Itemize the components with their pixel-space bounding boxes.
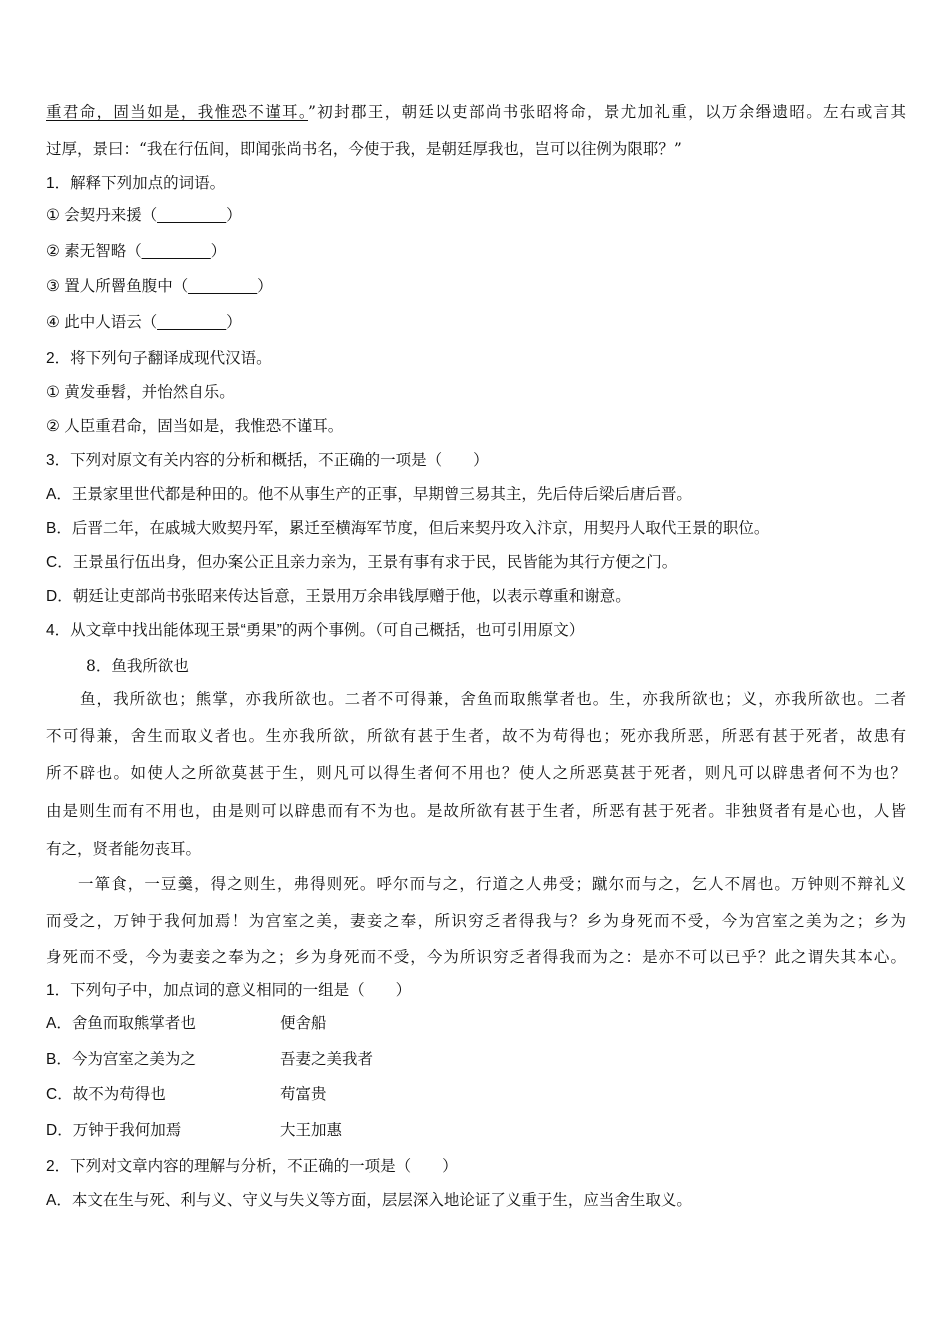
question-3-heading: 3．下列对原文有关内容的分析和概括，不正确的一项是（ ） [46,452,489,469]
passage-line-1-rest: ”初封郡王，朝廷以吏部尚书张昭将命，景尤加礼重，以万余缗遗昭。左右或言其 [308,103,906,121]
essay-para1-line-1: 鱼，我所欲也；熊掌，亦我所欲也。二者不可得兼，舍鱼而取熊掌者也。生，亦我所欲也；义，亦我所欲也。二者 [80,690,906,708]
underlined-quote: 重君命，固当如是，我惟恐不谨耳。 [46,103,308,121]
section8-q2-option-a: A．本文在生与死、利与义、守义与失义等方面，层层深入地论证了义重于生，应当舍生取义。 [46,1192,692,1209]
essay-para1-line-2: 不可得兼，舍生而取义者也。生亦我所欲，所欲有甚于生者，故不为苟得也；死亦我所恶，所恶有甚于死者，故患有 [46,727,906,745]
question-3-option-a: A．王景家里世代都是种田的。他不从事生产的正事，早期曾三易其主，先后侍后梁后唐后晋。 [46,486,692,503]
option-d-right: 大王加惠 [280,1122,343,1139]
question-3-option-b: B．后晋二年，在戚城大败契丹军，累迁至横海军节度，但后来契丹攻入汴京，用契丹人取代王景的职位。 [46,520,770,537]
section8-q1-option-b [46,1049,906,1071]
question-1-item-2: ② 素无智略（________） [46,243,227,260]
option-d-left: D．万钟于我何加焉 [46,1122,182,1139]
question-2-item-1: ① 黄发垂髫，并怡然自乐。 [46,384,235,401]
option-c-left: C．故不为苟得也 [46,1086,166,1103]
section8-q1-option-d [46,1120,906,1142]
question-2-heading: 2．将下列句子翻译成现代汉语。 [46,350,272,367]
essay-para2-line-2: 而受之，万钟于我何加焉！为宫室之美，妻妾之奉，所识穷乏者得我与？乡为身死而不受，今为宫室之美为之；乡为 [46,912,906,930]
essay-para1-line-3: 所不辟也。如使人之所欲莫甚于生，则凡可以得生者何不用也？使人之所恶莫甚于死者，则凡可以辟患者何不为也？ [46,764,906,782]
question-4-heading: 4．从文章中找出能体现王景“勇果”的两个事例。（可自己概括，也可引用原文） [46,622,585,639]
section8-q1-option-c [46,1084,906,1106]
section-8-title: 8．鱼我所欲也 [86,657,189,675]
essay-para2-line-1: 一箪食，一豆羹，得之则生，弗得则死。呼尔而与之，行道之人弗受；蹴尔而与之，乞人不屑也。万钟则不辩礼义 [78,875,906,893]
option-b-right: 吾妻之美我者 [280,1051,374,1068]
question-1-item-4: ④ 此中人语云（________） [46,314,242,331]
option-a-left: A．舍鱼而取熊掌者也 [46,1015,196,1032]
section8-question-2-heading: 2．下列对文章内容的理解与分析，不正确的一项是（ ） [46,1158,458,1175]
option-c-right: 苟富贵 [280,1086,327,1103]
question-1-item-1: ① 会契丹来援（________） [46,207,242,224]
option-a-right: 便舍船 [280,1015,327,1032]
question-2-item-2: ② 人臣重君命，固当如是，我惟恐不谨耳。 [46,418,344,435]
section8-q1-option-a [46,1013,906,1035]
section8-question-1-heading: 1．下列句子中，加点词的意义相同的一组是（ ） [46,982,412,999]
option-b-left: B．今为宫室之美为之 [46,1051,196,1068]
essay-para1-line-4: 由是则生而有不用也，由是则可以辟患而有不为也。是故所欲有甚于生者，所恶有甚于死者。非独贤者有是心也，人皆 [46,802,906,820]
essay-para2-line-3: 身死而不受，今为妻妾之奉为之；乡为身死而不受，今为所识穷乏者得我而为之：是亦不可以已乎？此之谓失其本心。 [46,948,906,966]
passage-line-1 [46,101,906,123]
question-1-heading: 1．解释下列加点的词语。 [46,175,226,192]
question-1-item-3: ③ 置人所罾鱼腹中（________） [46,278,273,295]
question-3-option-c: C．王景虽行伍出身，但办案公正且亲力亲为，王景有事有求于民，民皆能为其行方便之门。 [46,554,678,571]
passage-line-2: 过厚，景曰：“我在行伍间，即闻张尚书名，今使于我，是朝廷厚我也，岂可以往例为限耶？” [46,140,682,158]
essay-para1-line-5: 有之，贤者能勿丧耳。 [46,840,202,858]
question-3-option-d: D．朝廷让吏部尚书张昭来传达旨意，王景用万余串钱厚赠于他，以表示尊重和谢意。 [46,588,631,605]
